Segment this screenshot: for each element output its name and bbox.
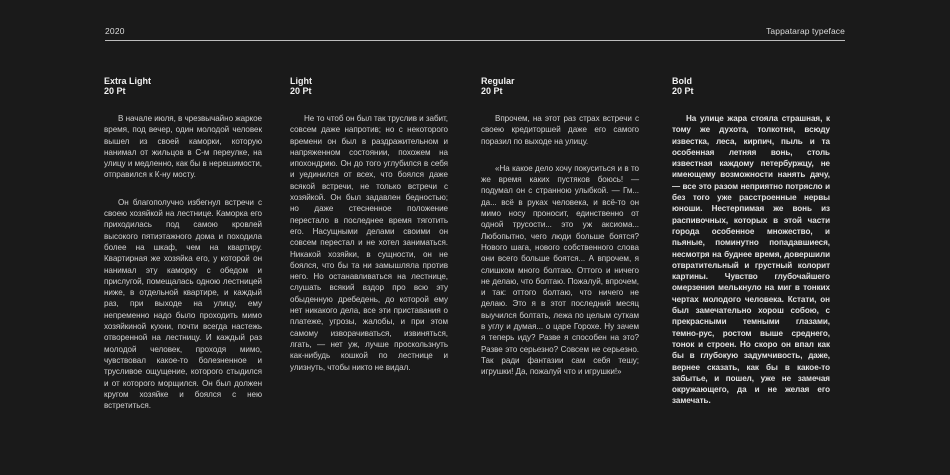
page-header bbox=[105, 18, 845, 41]
weight-title: Light bbox=[290, 76, 312, 86]
size-label: 20 Pt bbox=[672, 86, 694, 96]
size-label: 20 Pt bbox=[290, 86, 312, 96]
sample-paragraph: В начале июля, в чрезвычайно жаркое время, под вечер, один молодой человек вышел из своей каморки, которую нанимал от жильцов в С-м переулке, на улицу и медленно, как бы в нерешимости, отправился к К-ну мосту. bbox=[104, 114, 262, 180]
column-light bbox=[290, 76, 448, 373]
sample-paragraph: На улице жара стояла страшная, к тому же духота, толкотня, всюду известка, леса, кирпич, пыль и та особенная летняя вонь, столь известная каждому петербуржцу, не имеющему возможности нанять дачу, — все это разом неприятно потрясло и без того уже расстроенные нервы юноши. Нестерпимая же вонь из распивочных, которых в этой части города особенное множество, и пьяные, поминутно попадавшиеся, несмотря на буднее время, довершили отвратительный и грустный колорит картины. Чувство глубочайшего омерзения мелькнуло на миг в тонких чертах молодого человека. Кстати, он был замечательно хорош собою, с прекрасными темными глазами, темно-рус, ростом выше среднего, тонок и строен. Но скоро он впал как бы в глубокую задумчивость, даже, вернее сказать, как бы в какое-то забытье, и пошел, уже не замечая окружающего, да и не желая его замечать. bbox=[672, 114, 830, 406]
sample-paragraph: «На какое дело хочу покуситься и в то же время каких пустяков боюсь! — подумал он с странною улыбкой. — Гм... да... всё в руках человека, и всё-то он мимо носу проносит, единственно от одной трусости... это уж аксиома... Любопытно, чего люди больше боятся? Нового шага, нового собственного слова они всего больше боятся... А впрочем, я слишком много болтаю. Оттого и ничего не делаю, что болтаю. Пожалуй, впрочем, и так: оттого болтаю, что ничего не делаю. Это я в этот последний месяц выучился болтать, лежа по целым суткам в углу и думая... о царе Горохе. Ну зачем я теперь иду? Разве я способен на это? Разве это серьезно? Совсем не серьезно. Так ради фантазии сам себя тешу; игрушки! Да, пожалуй что и игрушки!» bbox=[481, 163, 639, 377]
sample-paragraph: Он благополучно избегнул встречи с своею хозяйкой на лестнице. Каморка его приходилась под самою кровлей высокого пятиэтажного дома и походила более на шкаф, чем на квартиру. Квартирная же хозяйка его, у которой он нанимал эту каморку с обедом и прислугой, помещалась одною лестницей ниже, в отдельной квартире, и каждый раз, при выходе на улицу, ему непременно надо было проходить мимо хозяйкиной кухни, почти всегда настежь отворенной на лестницу. И каждый раз молодой человек, проходя мимо, чувствовал какое-то болезненное и трусливое ощущение, которого стыдился и от которого морщился. Он был должен кругом хозяйке и боялся с нею встретиться. bbox=[104, 197, 262, 411]
typeface-name: Tappatarap typeface bbox=[766, 26, 845, 36]
size-label: 20 Pt bbox=[481, 86, 503, 96]
column-regular bbox=[481, 76, 639, 378]
weight-title: Extra Light bbox=[104, 76, 152, 86]
size-label: 20 Pt bbox=[104, 86, 126, 96]
year-label: 2020 bbox=[105, 26, 125, 36]
column-bold bbox=[672, 76, 830, 407]
sample-paragraph: Впрочем, на этот раз страх встречи с своею кредиторшей даже его самого поразил по выходе на улицу. bbox=[481, 114, 639, 146]
weight-title: Regular bbox=[481, 76, 515, 86]
column-extra-light bbox=[104, 76, 262, 411]
weight-title: Bold bbox=[672, 76, 692, 86]
sample-paragraph: Не то чтоб он был так труслив и забит, совсем даже напротив; но с некоторого времени он был в раздражительном и напряженном состоянии, похожем на ипохондрию. Он до того углубился в себя и уединился от всех, что боялся даже всякой встречи, не только встречи с хозяйкой. Он был задавлен бедностью; но даже стесненное положение перестало в последнее время тяготить его. Насущными делами своими он совсем перестал и не хотел заниматься. Никакой хозяйки, в сущности, он не боялся, что бы та ни замышляла против него. Но останавливаться на лестнице, слушать всякий вздор про всю эту обыденную дребедень, до которой ему нет никакого дела, все эти приставания о платеже, угрозы, жалобы, и при этом самому изворачиваться, извиняться, лгать, — нет уж, лучше проскользнуть как-нибудь кошкой по лестнице и улизнуть, чтобы никто не видал. bbox=[290, 114, 448, 372]
